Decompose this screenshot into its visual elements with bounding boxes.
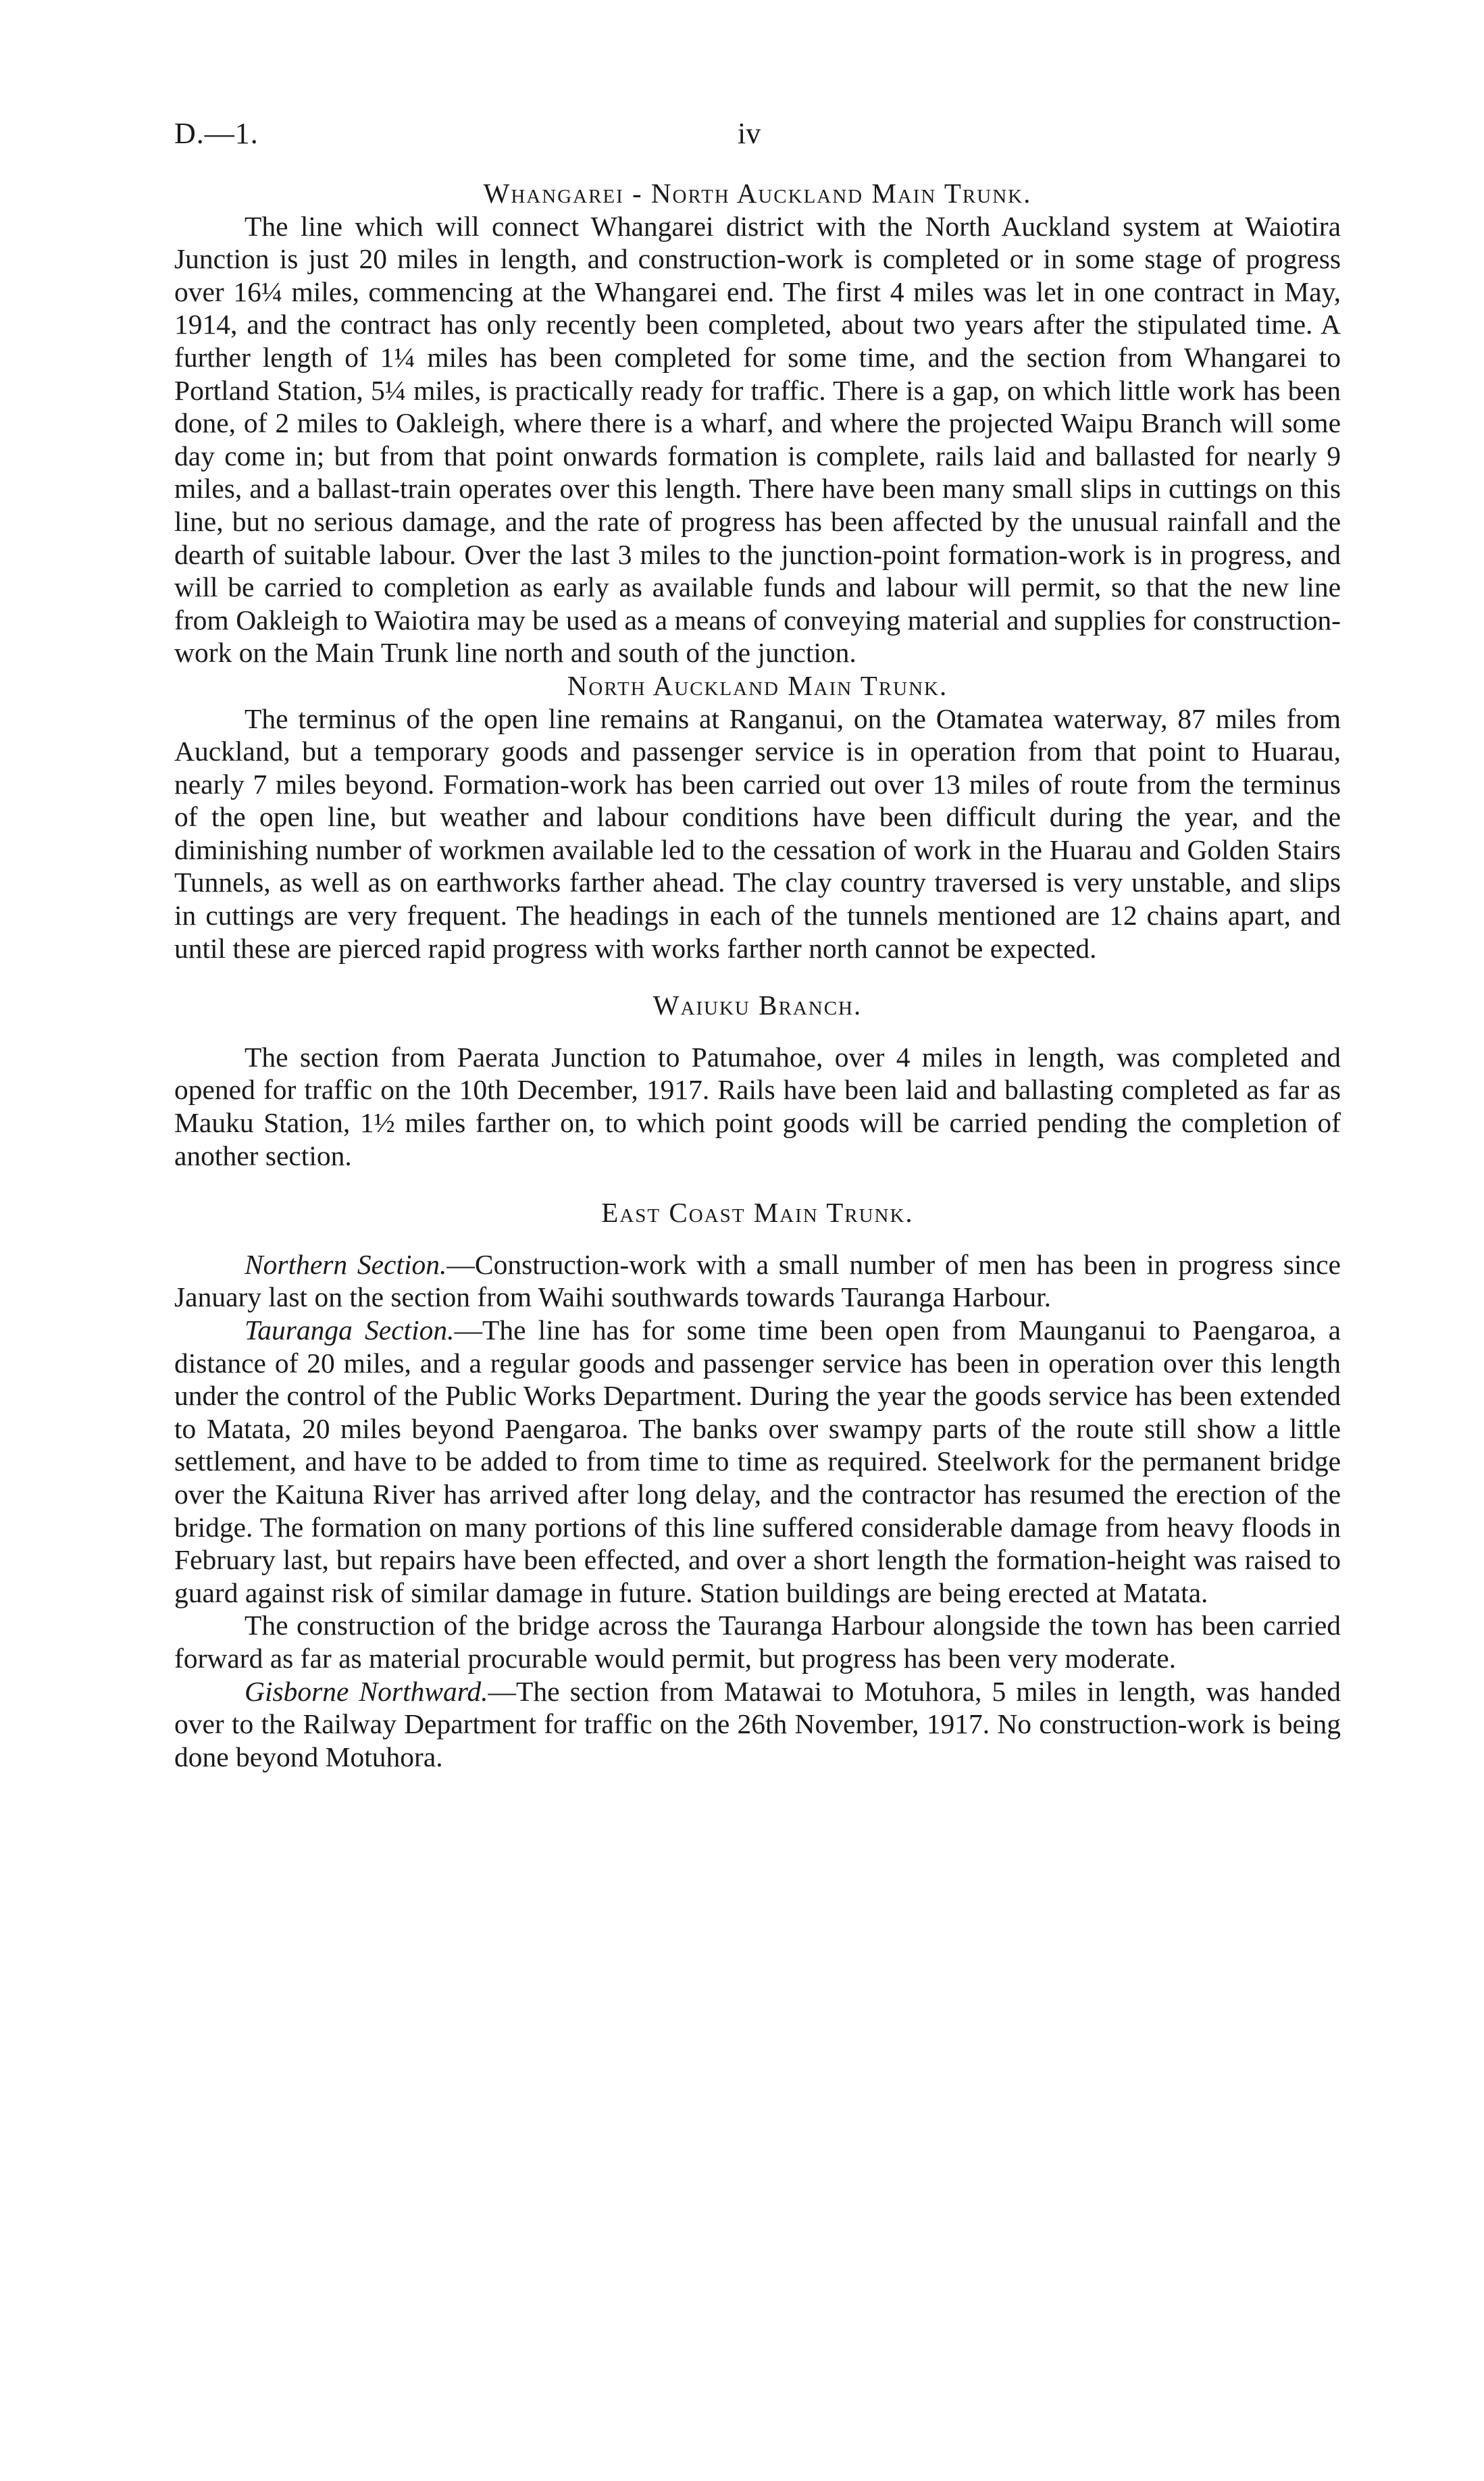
paragraph-north-auckland: The terminus of the open line remains at Ranganui, on the Otamatea waterway, 87 miles from Auckland, but a temporary goods and passenger service is in operation from that point to Huarau, nearly 7 miles beyond. Formation-work has been carried out over 13 miles of route from the terminus of the open line, but weather and labour conditions have been difficult during the year, and the diminishing number of workmen available led to the cessation of work in the Huarau and Golden Stairs Tunnels, as well as on earthworks farther ahead. The clay country traversed is very unstable, and slips in cuttings are very frequent. The headings in each of the tunnels mentioned are 12 chains apart, and until these are pierced rapid progress with works farther north cannot be expected. [174, 702, 1341, 964]
section-heading-north-auckland: North Auckland Main Trunk. [567, 669, 948, 701]
paragraph-gisborne-northward [174, 1675, 1341, 1774]
page-number: iv [738, 117, 761, 150]
text-tauranga-section: —The line has for some time been open from Maunganui to Paengaroa, a distance of 20 miles, and a regular goods and passenger service has been in operation over this length under the control of the Public Works Department. During the year the goods service has been extended to Matata, 20 miles beyond Paengaroa. The banks over swampy parts of the route still show a little settlement, and have to be added to from time to time as required. Steelwork for the permanent bridge over the Kaituna River has arrived after long delay, and the contractor has resumed the erection of the bridge. The formation on many portions of this line suffered considerable damage from heavy floods in February last, but repairs have been effected, and over a short length the formation-height was raised to guard against risk of similar damage in future. Station buildings are being erected at Matata. [174, 1314, 1341, 1608]
section-heading-east-coast: East Coast Main Trunk. [601, 1197, 914, 1229]
document-reference: D.—1. [174, 117, 259, 150]
subheading-tauranga-section: Tauranga Section. [245, 1314, 455, 1346]
paragraph-northern-section [174, 1248, 1341, 1314]
paragraph-waiuku: The section from Paerata Junction to Patumahoe, over 4 miles in length, was completed and opened for traffic on the 10th December, 1917. Rails have been laid and ballasting completed as far as Mauku Station, 1½ miles farther on, to which point goods will be carried pending the completion of another section. [174, 1041, 1341, 1171]
document-body [174, 177, 1341, 1773]
section-heading-waiuku: Waiuku Branch. [653, 990, 863, 1021]
subheading-gisborne-northward: Gisborne Northward. [245, 1675, 488, 1707]
paragraph-tauranga-section [174, 1314, 1341, 1609]
paragraph-tauranga-bridge: The construction of the bridge across the Tauranga Harbour alongside the town has been carried forward as far as material procurable would permit, but progress has been very moderate. [174, 1610, 1341, 1674]
paragraph-whangarei: The line which will connect Whangarei district with the North Auckland system at Waiotira Junction is just 20 miles in length, and construction-work is completed or in some stage of progress over 16¼ miles, commencing at the Whangarei end. The first 4 miles was let in one contract in May, 1914, and the contract has only recently been completed, about two years after the stipulated time. A further length of 1¼ miles has been completed for some time, and the section from Whangarei to Portland Station, 5¼ miles, is practically ready for traffic. There is a gap, on which little work has been done, of 2 miles to Oakleigh, where there is a wharf, and where the projected Waipu Branch will some day come in; but from that point onwards formation is complete, rails laid and ballasted for nearly 9 miles, and a ballast-train operates over this length. There have been many small slips in cuttings on this line, but no serious damage, and the rate of progress has been affected by the unusual rainfall and the dearth of suitable labour. Over the last 3 miles to the junction-point formation-work is in progress, and will be carried to completion as early as available funds and labour will permit, so that the new line from Oakleigh to Waiotira may be used as a means of conveying material and supplies for construction-work on the Main Trunk line north and south of the junction. [174, 210, 1341, 669]
subheading-northern-section: Northern Section. [245, 1248, 447, 1280]
text-gisborne-northward: —The section from Matawai to Motuhora, 5 miles in length, was handed over to the Railway Department for traffic on the 26th November, 1917. No construction-work is being done beyond Motuhora. [174, 1675, 1341, 1772]
section-heading-whangarei: Whangarei - North Auckland Main Trunk. [483, 178, 1032, 209]
text-northern-section: —Construction-work with a small number of men has been in progress since January last on the section from Waihi southwards towards Tauranga Harbour. [174, 1248, 1341, 1313]
